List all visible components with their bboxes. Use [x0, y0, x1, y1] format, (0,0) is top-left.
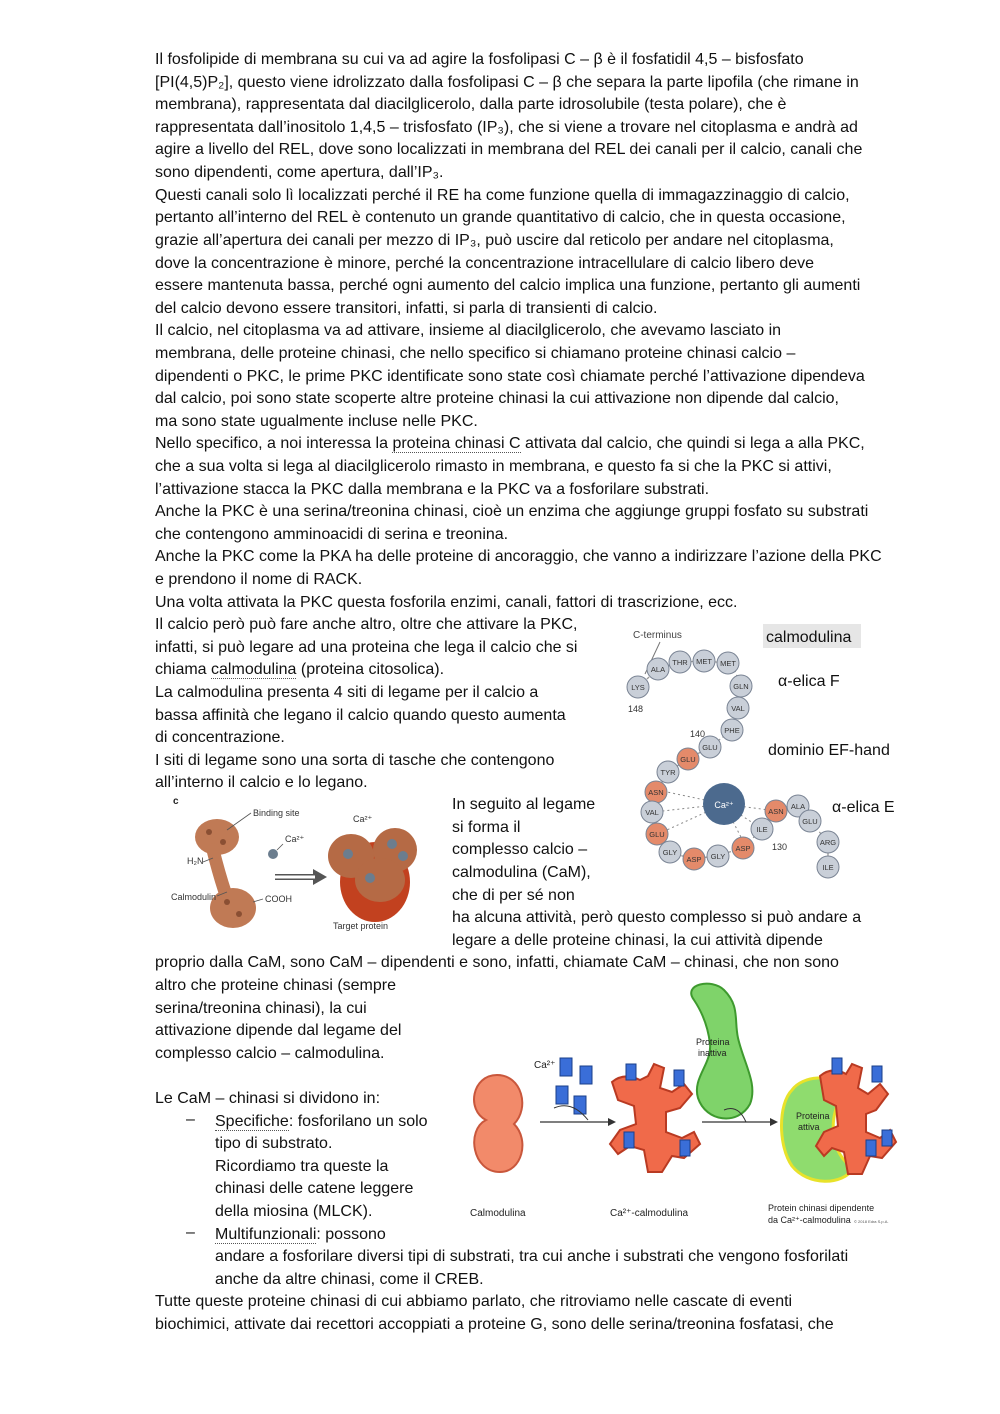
text-line: Anche la PKC come la PKA ha delle proteine di ancoraggio, che vanno a indirizzare l’azione della PKC — [155, 548, 882, 565]
text-line — [155, 433, 865, 456]
residue-label: GLN — [733, 682, 749, 691]
residue-label: GLU — [680, 755, 696, 764]
residue-label: LYS — [631, 683, 645, 692]
residue-label: ALA — [650, 665, 666, 674]
text-line: I siti di legame sono una sorta di tasche che contengono — [155, 752, 555, 769]
text-line: membrana, delle proteine chinasi, che nello specifico si chiamano proteine chinasi calcio – — [155, 345, 796, 362]
text-line: che contengono amminoacidi di serina e treonina. — [155, 526, 509, 543]
pointer-line — [277, 844, 283, 850]
residue-label: MET — [720, 659, 736, 668]
residue-label: GLY — [710, 852, 726, 861]
text-span: chiama — [155, 661, 212, 678]
text-line: si forma il — [452, 819, 521, 836]
binding-site-label: Binding site — [253, 808, 300, 818]
text-line: Il fosfolipide di membrana su cui va ad agire la fosfolipasi C – β è il fosfatidil 4,5 – bisfosfato — [155, 51, 804, 68]
text-line: Questi canali solo lì localizzati perché il RE ha come funzione quella di immagazzinaggio di calcio, — [155, 187, 850, 204]
text-span: (proteina citosolica). — [296, 661, 445, 678]
ca-calmodulin-label: Ca²⁺-calmodulina — [610, 1208, 689, 1219]
residue-label: ILE — [822, 863, 834, 872]
ef-hand-label: dominio EF-hand — [768, 742, 890, 759]
text-line: In seguito al legame — [452, 796, 596, 813]
calmodulin-binding-figure — [165, 792, 445, 937]
target-protein-complex — [328, 828, 417, 922]
residue-label: MET — [696, 657, 712, 666]
text-line: essere mantenuta bassa, perché ogni aumento del calcio implica una funzione, pertanto gli aumenti — [155, 277, 861, 294]
text-line: infatti, si può legare ad una proteina che lega il calcio che si — [155, 639, 578, 656]
text-line: che di per sé non — [452, 887, 575, 904]
residue-label: VAL — [731, 704, 745, 713]
text-line: Una volta attivata la PKC questa fosforila enzimi, canali, fattori di trascrizione, ecc. — [155, 594, 738, 611]
text-line: Il calcio, nel citoplasma va ad attivare, insieme al diacilglicerolo, che avevamo lasciato in — [155, 322, 782, 339]
residue-label: GLU — [702, 743, 718, 752]
ca-calmodulin-shape — [610, 1064, 700, 1172]
kinase-label: Protein chinasi dipendente — [768, 1203, 875, 1213]
text-line: [PI(4,5)P₂], questo viene idrolizzato dalla fosfolipasi C – β che separa la parte lipofila (che rimane in — [155, 74, 859, 91]
residue-label: ASP — [686, 855, 702, 864]
inactive-protein-label: inattiva — [698, 1048, 727, 1058]
inactive-protein-label: Proteina — [696, 1037, 730, 1047]
text-line: ha alcuna attività, però questo complesso si può andare a — [452, 909, 862, 926]
cam-kinase-activation-figure — [462, 980, 902, 1230]
text-line: e prendono il nome di RACK. — [155, 571, 363, 588]
underlined-term: calmodulina — [211, 661, 297, 678]
residue-number-148: 148 — [628, 704, 644, 714]
text-line: all’interno il calcio e lo legano. — [155, 774, 368, 791]
text-line — [155, 659, 444, 682]
text-line: complesso calcio – — [452, 841, 588, 858]
text-line: sono dipendenti, come apertura, dall’IP₃. — [155, 164, 444, 181]
residue-label: ILE — [756, 825, 768, 834]
text-line: dal calcio, poi sono state scoperte altre proteine chinasi la cui attivazione non dipende dal calcio, — [155, 390, 839, 407]
text-line: del calcio devono essere transitori, infatti, si parla di transienti di calcio. — [155, 300, 658, 317]
text-span: : possono — [316, 1226, 386, 1243]
calcium-label: Ca²⁺ — [714, 800, 734, 810]
text-line: Il calcio però può fare anche altro, oltre che attivare la PKC, — [155, 616, 578, 633]
panel-letter: c — [173, 796, 179, 807]
c-terminus-label: COOH — [265, 894, 292, 904]
target-protein-label: Target protein — [333, 921, 389, 931]
list-term: Specifiche — [215, 1113, 289, 1130]
c-terminus-label: C-terminus — [633, 630, 682, 641]
text-line: dipendenti o PKC, le prime PKC identificate sono state così chiamate perché l’attivazione dipendeva — [155, 368, 865, 385]
calmodulin-shape — [474, 1075, 522, 1172]
text-line: Tutte queste proteine chinasi di cui abbiamo parlato, che ritroviamo nelle cascate di eventi — [155, 1293, 793, 1310]
calmodulin-label: Calmodulin — [171, 892, 217, 902]
text-line: bassa affinità che legano il calcio quando questo aumenta — [155, 707, 566, 724]
text-line: ma sono state ugualmente incluse nelle PKC. — [155, 413, 478, 430]
text-line: tipo di substrato. — [215, 1135, 333, 1152]
text-line: La calmodulina presenta 4 siti di legame per il calcio a — [155, 684, 539, 701]
active-protein-label: Proteina — [796, 1111, 830, 1121]
calmodulin-shape — [195, 819, 256, 928]
arrow-head — [608, 1118, 616, 1126]
calcium-label: Ca²⁺ — [534, 1060, 556, 1071]
text-line: complesso calcio – calmodulina. — [155, 1045, 385, 1062]
text-line: grazie all’apertura dei canali per mezzo di IP₃, può uscire dal reticolo per andare nel citoplasma, — [155, 232, 834, 249]
residue-label: GLU — [649, 830, 665, 839]
text-span: attivata dal calcio, che quindi si lega a alla PKC, — [520, 435, 865, 452]
helix-f-label: α-elica F — [778, 673, 840, 690]
underlined-term: proteina chinasi C — [392, 435, 521, 452]
list-item-2 — [215, 1224, 386, 1247]
text-line: Anche la PKC è una serina/treonina chinasi, cioè un enzima che aggiunge gruppi fosfato su substrati — [155, 503, 869, 520]
figure-title: calmodulina — [766, 629, 852, 646]
text-line: anche da altre chinasi, come il CREB. — [215, 1271, 484, 1288]
text-line: dove la concentrazione è minore, perché la concentrazione intracellulare di calcio libero deve — [155, 255, 815, 272]
text-line: calmodulina (CaM), — [452, 864, 591, 881]
text-span: : fosforilano un solo — [288, 1113, 428, 1130]
helix-e-label: α-elica E — [832, 799, 895, 816]
residue-label: THR — [672, 658, 688, 667]
calmodulin-helix-figure — [600, 612, 910, 887]
residue-label: ASP — [735, 844, 751, 853]
calcium-label: Ca²⁺ — [285, 834, 305, 844]
residue-number-140: 140 — [690, 729, 706, 739]
pointer-line — [253, 899, 263, 902]
text-line: che a sua volta si lega al diacilglicerolo rimasto in membrana, e questo fa si che la PKC si attivi, — [155, 458, 832, 475]
calcium-ion — [268, 849, 278, 859]
list-bullet: – — [186, 1224, 195, 1241]
text-line: legare a delle proteine chinasi, la cui attività dipende — [452, 932, 823, 949]
text-line: membrana), rappresentata dal diacilglicerolo, dalla parte idrosolubile (testa polare), che è — [155, 96, 787, 113]
residue-label: PHE — [724, 726, 740, 735]
calcium-label-2: Ca²⁺ — [353, 814, 373, 824]
residue-label: ASN — [768, 807, 784, 816]
text-line: agire a livello del REL, dove sono localizzati in membrana del REL dei canali per il calcio, canali che — [155, 141, 863, 158]
text-line: Ricordiamo tra queste la — [215, 1158, 389, 1175]
text-line: di concentrazione. — [155, 729, 285, 746]
residue-label: ARG — [819, 838, 837, 847]
residue-label: TYR — [660, 768, 676, 777]
text-line: proprio dalla CaM, sono CaM – dipendenti e sono, infatti, chiamate CaM – chinasi, che non sono — [155, 954, 839, 971]
n-terminus-label: H₂N — [187, 856, 204, 866]
calmodulin-label: Calmodulina — [470, 1208, 526, 1219]
arrow-head — [770, 1118, 778, 1126]
copyright-note: © 2018 Edra S.p.A. — [854, 1219, 889, 1224]
residue-label: ASN — [648, 788, 664, 797]
pointer-line — [227, 813, 251, 830]
text-line: della miosina (MLCK). — [215, 1203, 373, 1220]
text-line: andare a fosforilare diversi tipi di substrati, tra cui anche i substrati che vengono fosforilati — [215, 1248, 849, 1265]
text-span: Nello specifico, a noi interessa la — [155, 435, 393, 452]
text-line: altro che proteine chinasi (sempre — [155, 977, 397, 994]
list-term: Multifunzionali — [215, 1226, 317, 1243]
residue-label: GLY — [662, 848, 678, 857]
text-line: l’attivazione stacca la PKC dalla membrana e la PKC va a fosforilare substrati. — [155, 481, 710, 498]
list-bullet: – — [186, 1111, 195, 1128]
text-line: biochimici, attivate dai recettori accoppiati a proteine G, sono delle serina/treonina fosfatasi, che — [155, 1316, 834, 1333]
text-line: Le CaM – chinasi si dividono in: — [155, 1090, 381, 1107]
residue-label: ALA — [790, 802, 806, 811]
list-item-1 — [215, 1111, 428, 1134]
residue-label: GLU — [802, 817, 818, 826]
arrow-head — [313, 869, 327, 885]
text-line: rappresentata dall’inositolo 1,4,5 – trisfosfato (IP₃), che si viene a trovare nel citoplasma e andrà ad — [155, 119, 858, 136]
kinase-label: da Ca²⁺-calmodulina — [768, 1215, 851, 1225]
active-protein-label: attiva — [798, 1122, 820, 1132]
residue-number-130: 130 — [772, 842, 788, 852]
text-line: serina/treonina chinasi), la cui — [155, 1000, 367, 1017]
text-line: chinasi delle catene leggere — [215, 1180, 414, 1197]
text-line: attivazione dipende dal legame del — [155, 1022, 402, 1039]
residue-label: VAL — [645, 808, 659, 817]
text-line: pertanto all’interno del REL è contenuto un grande quantitativo di calcio, che in questa occasione, — [155, 209, 846, 226]
